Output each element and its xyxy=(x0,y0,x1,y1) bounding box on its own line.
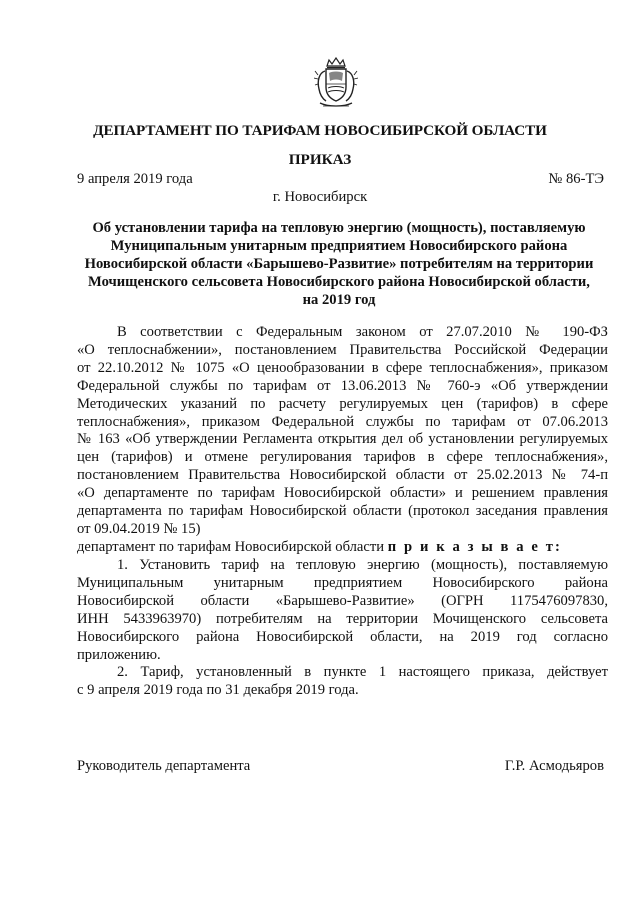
preamble-line: «О департаменте по тарифам Новосибирской области» и решением правления xyxy=(77,485,608,502)
preamble-line: постановлением Правительства Новосибирской области от 25.02.2013 № 74-п xyxy=(77,467,608,484)
preamble-line: теплоснабжения», приказом Федеральной службы по тарифам от 07.06.2013 xyxy=(77,413,608,430)
subject-line: Новосибирской области «Барышево-Развитие» потребителям на территории xyxy=(84,255,594,272)
item-line: Муниципальным унитарным предприятием Новосибирского района xyxy=(77,574,608,591)
item-line: ИНН 5433963970) потребителям на территории Мочищенского сельсовета xyxy=(77,610,608,627)
decree-lead: департамент по тарифам Новосибирской области xyxy=(77,539,385,555)
order-title: ПРИКАЗ xyxy=(288,151,352,168)
item-line: 2. Тариф, установленный в пункте 1 настоящего приказа, действует xyxy=(117,664,608,680)
decree-line xyxy=(77,539,608,557)
subject-line: Муниципальным унитарным предприятием Новосибирского района xyxy=(110,237,568,254)
preamble-line: цен (тарифов) и отмене регулирования тарифов в сфере теплоснабжения», xyxy=(77,449,608,466)
signature-role: Руководитель департамента xyxy=(77,758,251,774)
preamble-line: «О теплоснабжении», постановлением Правительства Российской Федерации xyxy=(77,341,608,358)
preamble-line: от 09.04.2019 № 15) xyxy=(77,520,201,537)
coat-of-arms-icon xyxy=(314,57,358,109)
decree-word: п р и к а з ы в а е т: xyxy=(387,539,562,555)
order-subject xyxy=(70,220,608,310)
signature-name: Г.Р. Асмодьяров xyxy=(504,758,604,774)
preamble-line: департамента по тарифам Новосибирской области (протокол заседания правления xyxy=(77,503,608,520)
item-1-paragraph xyxy=(77,557,608,664)
order-number: № 86-ТЭ xyxy=(548,171,604,187)
preamble-line: Федеральной службы по тарифам от 13.06.2013 № 760-э «Об утверждении xyxy=(77,377,608,394)
preamble-paragraph xyxy=(77,324,608,539)
order-date: 9 апреля 2019 года xyxy=(77,171,193,187)
item-line: Новосибирского района Новосибирской области, на 2019 год согласно xyxy=(77,628,608,645)
item-line: Новосибирской области «Барышево-Развитие» (ОГРН 1175476097830, xyxy=(77,592,608,609)
preamble-line: В соответствии с Федеральным законом от 27.07.2010 № 190-ФЗ xyxy=(117,324,608,340)
subject-line: на 2019 год xyxy=(302,291,376,308)
order-city: г. Новосибирск xyxy=(272,189,368,205)
preamble-line: от 22.10.2012 № 1075 «О ценообразовании в сфере теплоснабжения», приказом xyxy=(77,359,608,376)
department-title: ДЕПАРТАМЕНТ ПО ТАРИФАМ НОВОСИБИРСКОЙ ОБЛАСТИ xyxy=(93,122,547,139)
item-line: 1. Установить тариф на тепловую энергию (мощность), поставляемую xyxy=(117,557,608,573)
subject-line: Об установлении тарифа на тепловую энергию (мощность), поставляемую xyxy=(92,220,586,236)
item-line: приложению. xyxy=(77,646,161,663)
item-line: с 9 апреля 2019 года по 31 декабря 2019 года. xyxy=(77,681,359,698)
subject-line: Мочищенского сельсовета Новосибирского района Новосибирской области, xyxy=(88,273,590,290)
preamble-line: Методических указаний по расчету регулируемых цен (тарифов) в сфере xyxy=(77,395,608,412)
preamble-line: № 163 «Об утверждении Регламента открытия дел об установлении регулируемых xyxy=(77,431,608,448)
item-2-paragraph xyxy=(77,664,608,700)
